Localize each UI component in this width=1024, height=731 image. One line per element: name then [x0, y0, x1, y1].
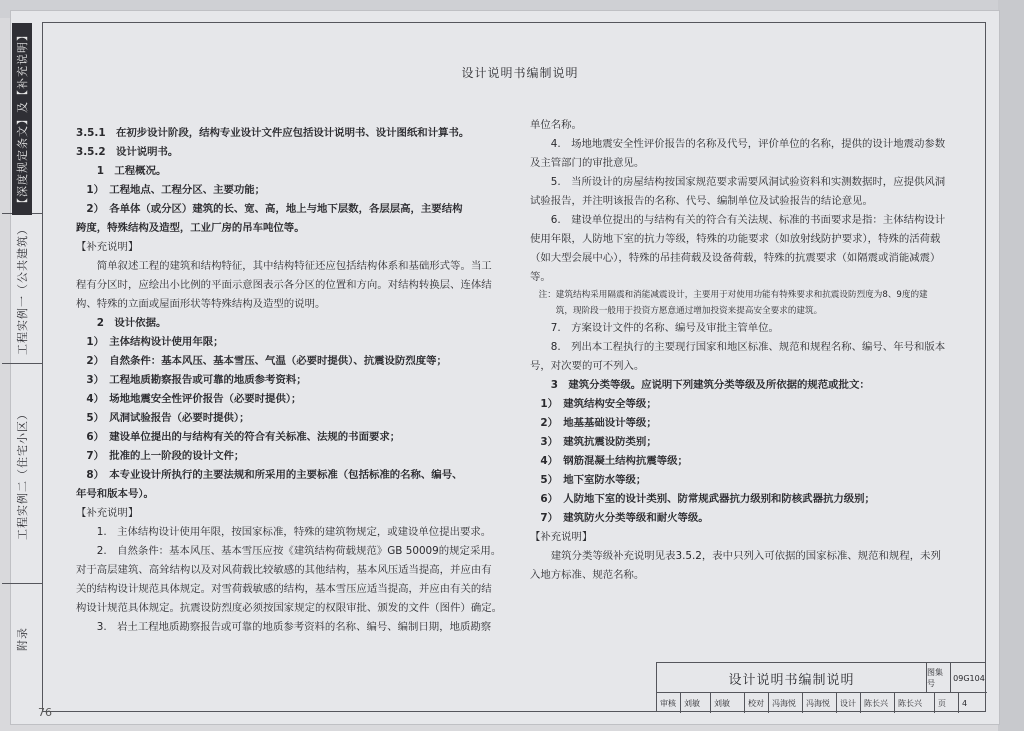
text-line: 对于高层建筑、高耸结构以及对风荷载比较敏感的其他结构，基本风压适当提高，并应由有 — [76, 564, 492, 576]
text-line: 【补充说明】 — [530, 531, 593, 543]
text-line: 8. 列出本工程执行的主要现行国家和地区标准、规范和规程名称、编号、年号和版本 — [530, 341, 946, 353]
text-line: 程有分区时，应绘出小比例的平面示意图表示各分区的位置和方向。对结构转换层、连体结 — [76, 279, 492, 291]
text-line: 7） 批准的上一阶段的设计文件； — [76, 450, 245, 462]
text-line: 5） 地下室防水等级； — [530, 474, 647, 486]
text-line: 1 工程概况。 — [76, 165, 167, 177]
text-line: 年号和版本号）。 — [76, 488, 154, 500]
title-block-cell: 校对 — [745, 693, 769, 713]
page-number: 76 — [38, 706, 52, 719]
side-tab-appendix-label: 附录 — [16, 627, 29, 651]
text-line: 3.5.1 在初步设计阶段，结构专业设计文件应包括设计说明书、设计图纸和计算书。 — [76, 127, 470, 139]
text-line: 5. 当所设计的房屋结构按国家规范要求需要风洞试验资料和实测数据时，应提供风洞 — [530, 176, 946, 188]
side-tab-appendix — [2, 584, 42, 694]
title-block-cell: 审核 — [657, 693, 681, 713]
text-line: 3.5.2 设计说明书。 — [76, 146, 179, 158]
text-line: 3 建筑分类等级。应说明下列建筑分类等级及所依据的规范或批文： — [530, 379, 870, 391]
text-line: 建筑分类等级补充说明见表3.5.2，表中只列入可依据的国家标准、规范和规程，未列 — [530, 550, 941, 562]
left-column-text — [76, 124, 506, 637]
text-line: 3. 岩土工程地质勘察报告或可靠的地质参考资料的名称、编号、编制日期，地质勘察 — [76, 621, 492, 633]
page-edge-shadow — [998, 0, 1024, 731]
title-block-cell: 冯海悦 — [769, 693, 803, 713]
title-block-cell: 陈长兴 — [895, 693, 935, 713]
text-line: 7. 方案设计文件的名称、编号及审批主管单位。 — [530, 322, 779, 334]
side-tab-example-public-label: 工程实例一（公共建筑） — [16, 222, 29, 355]
text-line: 5） 风洞试验报告（必要时提供）； — [76, 412, 250, 424]
text-line: 8） 本专业设计所执行的主要法规和所采用的主要标准（包括标准的名称、编号、 — [76, 469, 463, 481]
side-tab-provisions-label: 【深度规定条文】及【补充说明】 — [12, 23, 32, 215]
page-label-value: 4 — [962, 698, 968, 708]
title-block-cell: 刘敏 — [681, 693, 711, 713]
title-block-row-signatures — [657, 693, 987, 713]
text-line: 2） 各单体（或分区）建筑的长、宽、高，地上与地下层数，各层层高，主要结构 — [76, 203, 463, 215]
text-line: 等。 — [530, 271, 551, 283]
text-line: 构设计规范具体规定。抗震设防烈度必须按国家规定的权限审批、颁发的文件（图件）确定。 — [76, 602, 503, 614]
text-line: 6. 建设单位提出的与结构有关的符合有关法规、标准的书面要求是指：主体结构设计 — [530, 214, 946, 226]
text-line: 2 设计依据。 — [76, 317, 167, 329]
text-line: 入地方标准、规范名称。 — [530, 569, 645, 581]
text-line: 单位名称。 — [530, 119, 582, 131]
text-line: 关的结构设计规范具体规定。对雪荷载敏感的结构，基本雪压应适当提高，并应由有关的结 — [76, 583, 492, 595]
text-line: 跨度，特殊结构及造型，工业厂房的吊车吨位等。 — [76, 222, 305, 234]
text-line: 1） 建筑结构安全等级； — [530, 398, 657, 410]
text-line: （如大型会展中心），特殊的吊挂荷载及设备荷载，特殊的抗震要求（如隔震或消能减震） — [530, 252, 941, 264]
text-line: 简单叙述工程的建筑和结构特征，其中结构特征还应包括结构体系和基础形式等。当工 — [76, 260, 492, 272]
text-line: 2. 自然条件：基本风压、基本雪压应按《建筑结构荷载规范》GB 50009的规定采用。 — [76, 545, 502, 557]
right-column-text — [530, 116, 975, 585]
title-block-cell: 冯海悦 — [803, 693, 837, 713]
text-line: 4） 钢筋混凝土结构抗震等级； — [530, 455, 688, 467]
text-line: 【补充说明】 — [76, 507, 139, 519]
text-line: 4） 场地地震安全性评价报告（必要时提供）； — [76, 393, 302, 405]
text-line: 试验报告，并注明该报告的名称、代号、编制单位及试验报告的结论意见。 — [530, 195, 873, 207]
atlas-number-label: 图集号 — [927, 663, 951, 693]
title-block — [656, 662, 986, 712]
text-line: 构、特殊的立面或屋面形状等特殊结构及造型的说明。 — [76, 298, 326, 310]
title-block-cell: 刘敏 — [711, 693, 745, 713]
page-label: 页 — [935, 693, 959, 713]
text-line: 筑，现阶段一般用于投资方愿意通过增加投资来提高安全要求的建筑。 — [530, 306, 823, 316]
text-line: 6） 人防地下室的设计类别、防常规武器抗力级别和防核武器抗力级别； — [530, 493, 875, 505]
text-line: 2） 地基基础设计等级； — [530, 417, 657, 429]
text-line: 1. 主体结构设计使用年限，按国家标准，特殊的建筑物规定，或建设单位提出要求。 — [76, 526, 492, 538]
side-tab-example-residential — [2, 364, 42, 584]
side-tab-provisions — [2, 24, 42, 214]
page-title: 设计说明书编制说明 — [461, 66, 579, 80]
text-line: 使用年限，人防地下室的抗力等级，特殊的功能要求（如放射线防护要求），特殊的活荷载 — [530, 233, 941, 245]
text-line: 【补充说明】 — [76, 241, 139, 253]
text-line: 1） 主体结构设计使用年限； — [76, 336, 224, 348]
text-line: 3） 工程地质勘察报告或可靠的地质参考资料； — [76, 374, 307, 386]
text-line: 注：建筑结构采用隔震和消能减震设计，主要用于对使用功能有特殊要求和抗震设防烈度为8、9度的建 — [530, 290, 928, 300]
text-line: 3） 建筑抗震设防类别； — [530, 436, 657, 448]
text-line: 号，对次要的可不列入。 — [530, 360, 645, 372]
atlas-number-value: 09G104 — [953, 673, 985, 683]
text-line: 1） 工程地点、工程分区、主要功能； — [76, 184, 266, 196]
text-line: 2） 自然条件：基本风压、基本雪压、气温（必要时提供）、抗震设防烈度等； — [76, 355, 447, 367]
title-block-row-top — [657, 663, 987, 693]
text-line: 7） 建筑防火分类等级和耐火等级。 — [530, 512, 709, 524]
side-tab-example-public — [2, 214, 42, 364]
text-line: 4. 场地地震安全性评价报告的名称及代号，评价单位的名称，提供的设计地震动参数 — [530, 138, 946, 150]
title-block-cell: 陈长兴 — [861, 693, 895, 713]
title-block-title: 设计说明书编制说明 — [657, 663, 927, 693]
side-tab-strip — [2, 24, 42, 712]
side-tab-example-residential-label: 工程实例二（住宅小区） — [16, 407, 29, 540]
title-block-cell: 设计 — [837, 693, 861, 713]
text-line: 6） 建设单位提出的与结构有关的符合有关标准、法规的书面要求； — [76, 431, 401, 443]
text-line: 及主管部门的审批意见。 — [530, 157, 645, 169]
